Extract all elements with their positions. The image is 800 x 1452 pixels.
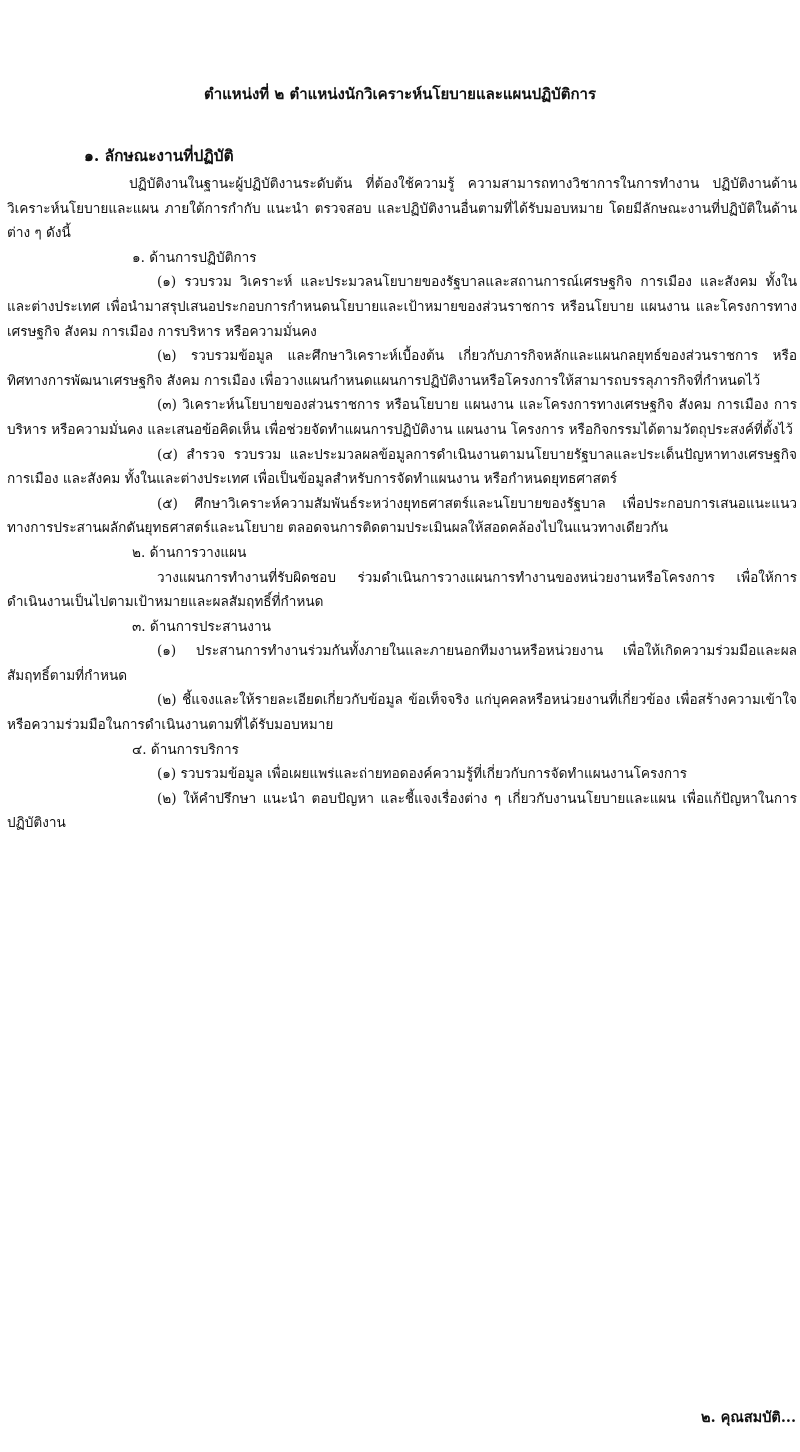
- subsection-heading-coordination: ๓. ด้านการประสานงาน: [132, 618, 271, 635]
- list-item: (๕) ศึกษาวิเคราะห์ความสัมพันธ์ระหว่างยุทธศาสตร์และนโยบายของรัฐบาล เพื่อประกอบการเสนอแนะแนวทางการประสานผลักดันยุทธศาสตร์และนโยบาย ตลอดจนการติดตามประเมินผลให้สอดคล้องไปในแนวทางเดียวกัน: [7, 495, 797, 537]
- document-body: [7, 172, 797, 836]
- list-item: (๒) ให้คำปรึกษา แนะนำ ตอบปัญหา และชี้แจงเรื่องต่าง ๆ เกี่ยวกับงานนโยบายและแผน เพื่อแก้ปัญหาในการปฏิบัติงาน: [7, 790, 797, 832]
- planning-paragraph: วางแผนการทำงานที่รับผิดชอบ ร่วมดำเนินการวางแผนการทำงานของหน่วยงานหรือโครงการ เพื่อให้การดำเนินงานเป็นไปตามเป้าหมายและผลสัมฤทธิ์ที่กำหนด: [7, 569, 797, 611]
- list-item: (๑) รวบรวมข้อมูล เพื่อเผยแพร่และถ่ายทอดองค์ความรู้ที่เกี่ยวกับการจัดทำแผนงานโครงการ: [157, 766, 688, 783]
- section-heading: ๑. ลักษณะงานที่ปฏิบัติ: [84, 146, 234, 165]
- subsection-heading-planning: ๒. ด้านการวางแผน: [132, 544, 247, 561]
- subsection-heading-operations: ๑. ด้านการปฏิบัติการ: [132, 249, 257, 266]
- list-item: (๑) รวบรวม วิเคราะห์ และประมวลนโยบายของรัฐบาลและสถานการณ์เศรษฐกิจ การเมือง และสังคม ทั้งในและต่างประเทศ เพื่อนำมาสรุปเสนอประกอบการกำหนดนโยบายและเป้าหมายของส่วนราชการ หรือนโยบาย แผนงาน และโครงการทางเศรษฐกิจ สังคม การเมือง การบริหาร หรือความมั่นคง: [7, 274, 797, 340]
- next-page-footer: ๒. คุณสมบัติ...: [701, 1409, 796, 1426]
- list-item: (๔) สำรวจ รวบรวม และประมวลผลข้อมูลการดำเนินงานตามนโยบายรัฐบาลและประเด็นปัญหาทางเศรษฐกิจ การเมือง และสังคม ทั้งในและต่างประเทศ เพื่อเป็นข้อมูลสำหรับการจัดทำแผนงาน หรือกำหนดยุทธศาสตร์: [7, 446, 797, 488]
- intro-paragraph: ปฏิบัติงานในฐานะผู้ปฏิบัติงานระดับต้น ที่ต้องใช้ความรู้ ความสามารถทางวิชาการในการทำงาน ปฏิบัติงานด้านวิเคราะห์นโยบายและแผน ภายใต้การกำกับ แนะนำ ตรวจสอบ และปฏิบัติงานอื่นตามที่ได้รับมอบหมาย โดยมีลักษณะงานที่ปฏิบัติในด้านต่าง ๆ ดังนี้: [7, 176, 797, 242]
- document-title: ตำแหน่งที่ ๒ ตำแหน่งนักวิเคราะห์นโยบายและแผนปฏิบัติการ: [203, 85, 597, 103]
- subsection-heading-service: ๔. ด้านการบริการ: [132, 741, 239, 758]
- list-item: (๒) ชี้แจงและให้รายละเอียดเกี่ยวกับข้อมูล ข้อเท็จจริง แก่บุคคลหรือหน่วยงานที่เกี่ยวข้อง เพื่อสร้างความเข้าใจหรือความร่วมมือในการดำเนินงานตามที่ได้รับมอบหมาย: [7, 692, 797, 734]
- list-item: (๒) รวบรวมข้อมูล และศึกษาวิเคราะห์เบื้องต้น เกี่ยวกับภารกิจหลักและแผนกลยุทธ์ของส่วนราชการ หรือทิศทางการพัฒนาเศรษฐกิจ สังคม การเมือง เพื่อวางแผนกำหนดแผนการปฏิบัติงานหรือโครงการให้สามารถบรรลุภารกิจที่กำหนดไว้: [7, 348, 797, 389]
- list-item: (๓) วิเคราะห์นโยบายของส่วนราชการ หรือนโยบาย แผนงาน และโครงการทางเศรษฐกิจ สังคม การเมือง การบริหาร หรือความมั่นคง และเสนอข้อคิดเห็น เพื่อช่วยจัดทำแผนการปฏิบัติงาน แผนงาน โครงการ หรือกิจกรรมได้ตามวัตถุประสงค์ที่ตั้งไว้: [7, 397, 797, 438]
- list-item: (๑) ประสานการทำงานร่วมกันทั้งภายในและภายนอกทีมงานหรือหน่วยงาน เพื่อให้เกิดความร่วมมือและผลสัมฤทธิ์ตามที่กำหนด: [7, 643, 797, 684]
